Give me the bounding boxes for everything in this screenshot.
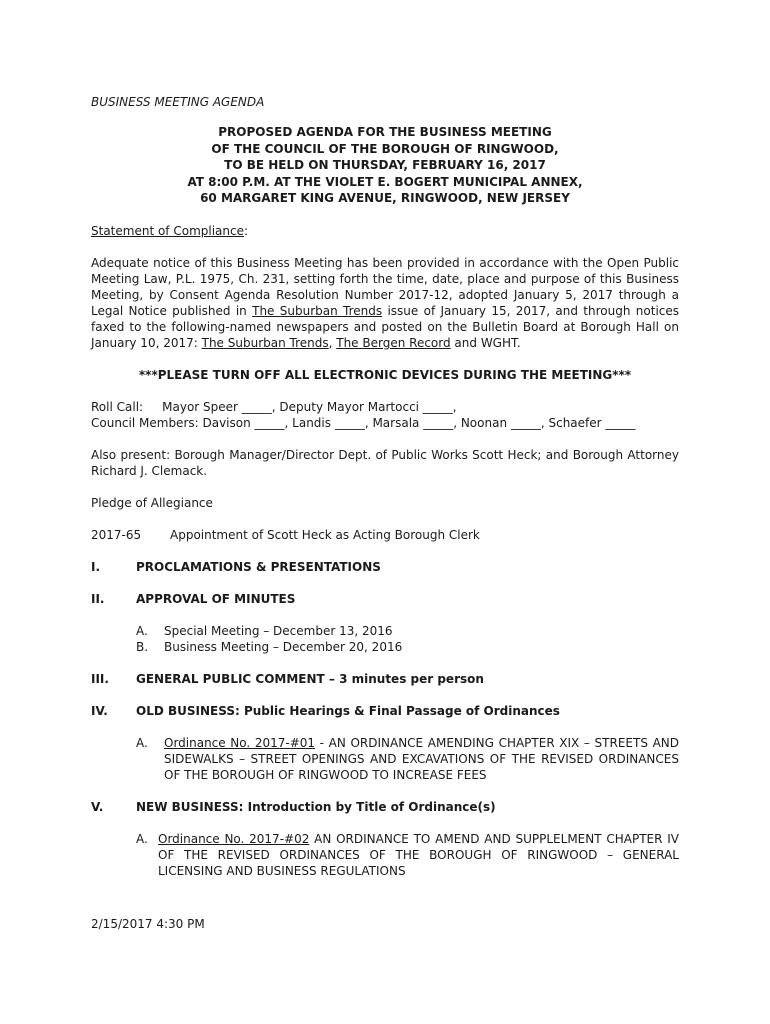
item-letter: A. <box>136 623 148 638</box>
item-text: Special Meeting – December 13, 2016 <box>164 623 393 638</box>
ordinance-description: AN ORDINANCE TO AMEND AND SUPPLELMENT CHAPTER IV OF THE REVISED ORDINANCES OF THE BOROUGH OF RINGWOOD – GENERAL LICENSING AND BUSINESS REGULATIONS <box>158 831 679 878</box>
newspaper-name: The Suburban Trends <box>201 335 329 350</box>
item-letter: A. <box>136 831 148 846</box>
section-heading <box>91 671 679 687</box>
resolution-text: Appointment of Scott Heck as Acting Borough Clerk <box>170 527 480 542</box>
compliance-heading <box>91 223 679 239</box>
title-line: 60 MARGARET KING AVENUE, RINGWOOD, NEW JERSEY <box>200 191 570 205</box>
item-text: Business Meeting – December 20, 2016 <box>164 639 403 654</box>
section-heading <box>91 559 679 575</box>
list-item <box>136 735 679 783</box>
list-item <box>136 623 679 639</box>
title-line: AT 8:00 P.M. AT THE VIOLET E. BOGERT MUNICIPAL ANNEX, <box>187 174 583 189</box>
section-title: GENERAL PUBLIC COMMENT – 3 minutes per person <box>136 671 484 686</box>
resolution-number: 2017-65 <box>91 527 142 542</box>
pledge: Pledge of Allegiance <box>91 495 213 510</box>
section-heading <box>91 591 679 607</box>
item-text <box>164 735 679 783</box>
title-line: TO BE HELD ON THURSDAY, FEBRUARY 16, 2017 <box>224 158 546 172</box>
device-notice: ***PLEASE TURN OFF ALL ELECTRONIC DEVICES DURING THE MEETING*** <box>138 367 632 382</box>
compliance-paragraph <box>91 255 679 351</box>
council-members-line: Council Members: Davison _____, Landis _____, Marsala _____, Noonan _____, Schaefer _____ <box>91 415 636 430</box>
ordinance-description: - AN ORDINANCE AMENDING CHAPTER XIX – STREETS AND SIDEWALKS – STREET OPENINGS AND EXCAVATIONS OF THE REVISED ORDINANCES OF THE BOROUGH OF RINGWOOD TO INCREASE FEES <box>164 735 679 782</box>
compliance-separator: , <box>328 335 337 350</box>
compliance-text: issue of January 15, 2017, and through notices faxed to the following-named newspapers and posted on the Bulletin Board at Borough Hall on January 10, 2017: <box>91 303 680 350</box>
roll-call-line: Roll Call: Mayor Speer _____, Deputy Mayor Martocci _____, <box>91 399 457 414</box>
resolution-row <box>91 527 679 543</box>
section-number: I. <box>91 559 101 574</box>
title-line: PROPOSED AGENDA FOR THE BUSINESS MEETING <box>218 125 552 139</box>
also-present: Also present: Borough Manager/Director Dept. of Public Works Scott Heck; and Borough Attorney Richard J. Clemack. <box>91 447 679 478</box>
compliance-heading-colon: : <box>243 223 249 238</box>
newspaper-name: The Bergen Record <box>336 335 451 350</box>
list-item <box>136 831 679 879</box>
item-text <box>158 831 679 879</box>
section-title: PROCLAMATIONS & PRESENTATIONS <box>136 559 381 574</box>
ordinance-link[interactable]: Ordinance No. 2017-#02 <box>158 831 310 846</box>
section-title: APPROVAL OF MINUTES <box>136 591 296 606</box>
section-number: IV. <box>91 703 108 718</box>
section-number: III. <box>91 671 109 686</box>
agenda-page <box>91 94 679 879</box>
compliance-text: and WGHT. <box>450 335 521 350</box>
section-title: NEW BUSINESS: Introduction by Title of Ordinance(s) <box>136 799 496 814</box>
title-line: OF THE COUNCIL OF THE BOROUGH OF RINGWOOD, <box>211 141 559 156</box>
footer-timestamp: 2/15/2017 4:30 PM <box>91 917 205 931</box>
section-title: OLD BUSINESS: Public Hearings & Final Passage of Ordinances <box>136 703 560 718</box>
compliance-text: Adequate notice of this Business Meeting has been provided in accordance with the Open Public Meeting Law, P.L. 1975, Ch. 231, setting forth the time, date, place and purpose of this Business Meeting, by Consent Agenda Resolution Number 2017-12, adopted January 5, 2017 through a Legal Notice published in <box>91 255 679 318</box>
ordinance-link[interactable]: Ordinance No. 2017-#01 <box>164 735 316 750</box>
newspaper-name: The Suburban Trends <box>252 303 383 318</box>
agenda-title <box>91 124 679 207</box>
compliance-heading-text: Statement of Compliance <box>91 223 244 238</box>
section-heading <box>91 799 679 815</box>
section-heading <box>91 703 679 719</box>
item-letter: A. <box>136 735 148 750</box>
header-label: BUSINESS MEETING AGENDA <box>91 95 265 109</box>
section-number: II. <box>91 591 105 606</box>
list-item <box>136 639 679 655</box>
item-letter: B. <box>136 639 149 654</box>
section-number: V. <box>91 799 104 814</box>
